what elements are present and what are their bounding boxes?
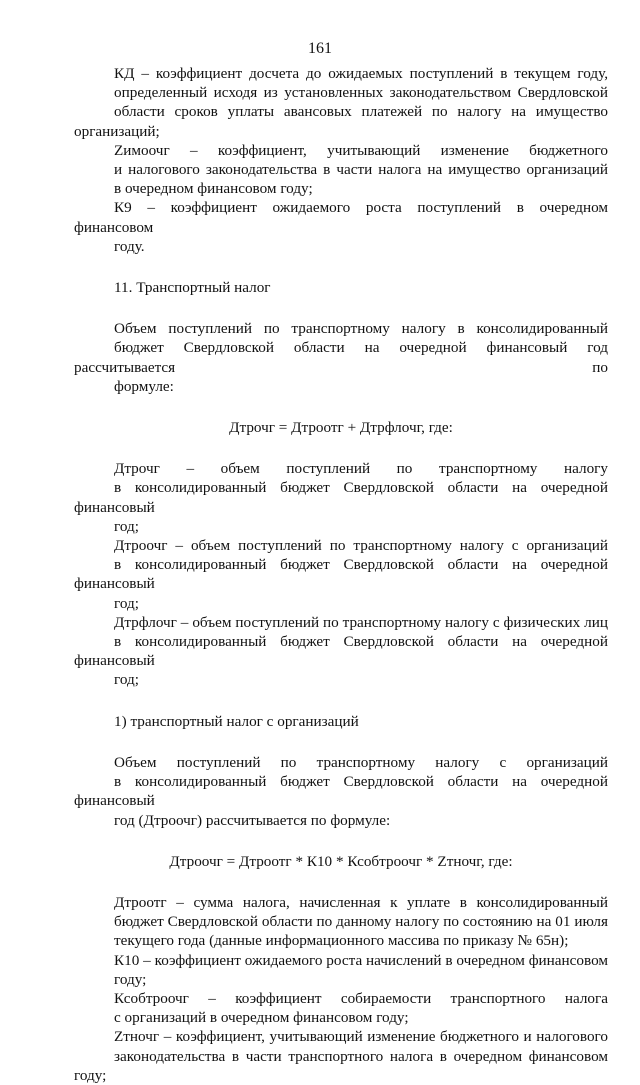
paragraph-zimoochg-definition — [74, 141, 608, 199]
paragraph-dtrochg-definition — [74, 459, 608, 536]
paragraph-ksobtroochg-definition — [74, 989, 608, 1027]
text-line: Дтроотг – сумма налога, начисленная к уплате в консолидированный — [114, 893, 608, 911]
text-line: в очередном финансовом году; — [114, 180, 313, 198]
text-line: Объем поступлений по транспортному налогу в консолидированный — [114, 320, 608, 338]
paragraph-k10-definition — [74, 951, 608, 989]
paragraph-dtrflochg-definition — [74, 613, 608, 690]
text-line: году; — [114, 970, 147, 988]
paragraph-transport-volume-intro — [74, 319, 608, 396]
text-line: Объем поступлений по транспортному налогу с организаций — [114, 753, 608, 771]
text-line: в консолидированный бюджет Свердловской области на очередной финансовый — [74, 479, 608, 516]
text-line: и налогового законодательства в части налога на имущество организаций — [114, 161, 608, 179]
text-line: текущего года (данные информационного массива по приказу № 65н); — [114, 932, 569, 950]
text-line: К9 – коэффициент ожидаемого роста поступлений в очередном финансовом — [74, 199, 608, 236]
text-line: в консолидированный бюджет Свердловской области на очередной финансовый — [74, 773, 608, 810]
text-line: Zимоочг – коэффициент, учитывающий изменение бюджетного — [114, 141, 608, 159]
paragraph-kd-definition — [74, 64, 608, 141]
formula-dtrochg: Дтрочг = Дтроотг + Дтрфлочг, где: — [229, 419, 453, 437]
text-line: год; — [114, 594, 139, 612]
text-line: году. — [114, 237, 145, 255]
page-content — [74, 64, 608, 1085]
text-line: год; — [114, 671, 139, 689]
text-line: законодательства в части транспортного налога в очередном финансовом году; — [74, 1047, 608, 1084]
text-line: формуле: — [114, 377, 174, 395]
text-line: Zтночг – коэффициент, учитывающий изменение бюджетного и налогового — [114, 1028, 608, 1046]
text-line: КД – коэффициент досчета до ожидаемых поступлений в текущем году, — [114, 65, 608, 82]
text-line: К10 – коэффициент ожидаемого роста начислений в очередном финансовом — [114, 951, 608, 969]
paragraph-organizations-volume-intro — [74, 753, 608, 830]
section-heading-transport-tax: 11. Транспортный налог — [114, 279, 271, 297]
text-line: области сроков уплаты авансовых платежей по налогу на имущество организаций; — [74, 103, 608, 140]
page-number: 161 — [308, 40, 332, 57]
text-line: Дтрочг – объем поступлений по транспортному налогу — [114, 460, 608, 478]
text-line: определенный исходя из установленных законодательством Свердловской — [114, 84, 608, 102]
text-line: год (Дтроочг) рассчитывается по формуле: — [114, 811, 391, 829]
text-line: Ксобтроочг – коэффициент собираемости транспортного налога — [114, 989, 608, 1007]
paragraph-dtrootg-definition — [74, 893, 608, 951]
text-line: в консолидированный бюджет Свердловской области на очередной финансовый — [74, 633, 608, 670]
text-line: с организаций в очередном финансовом году; — [114, 1009, 409, 1027]
text-line: бюджет Свердловской области на очередной финансовый год рассчитывается по — [74, 339, 608, 376]
paragraph-ztnochg-definition — [74, 1027, 608, 1085]
text-line: год; — [114, 517, 139, 535]
text-line: бюджет Свердловской области по данному налогу по состоянию на 01 июля — [114, 913, 608, 931]
paragraph-dtroochg-definition — [74, 536, 608, 613]
formula-dtroochg: Дтроочг = Дтроотг * К10 * Ксобтроочг * Zтночг, где: — [169, 852, 513, 870]
paragraph-k9-definition — [74, 198, 608, 256]
text-line: Дтрфлочг – объем поступлений по транспортному налогу с физических лиц — [114, 613, 608, 631]
subsection-heading-organizations: 1) транспортный налог с организаций — [114, 712, 359, 730]
text-line: в консолидированный бюджет Свердловской области на очередной финансовый — [74, 556, 608, 593]
text-line: Дтроочг – объем поступлений по транспортному налогу с организаций — [114, 537, 608, 555]
